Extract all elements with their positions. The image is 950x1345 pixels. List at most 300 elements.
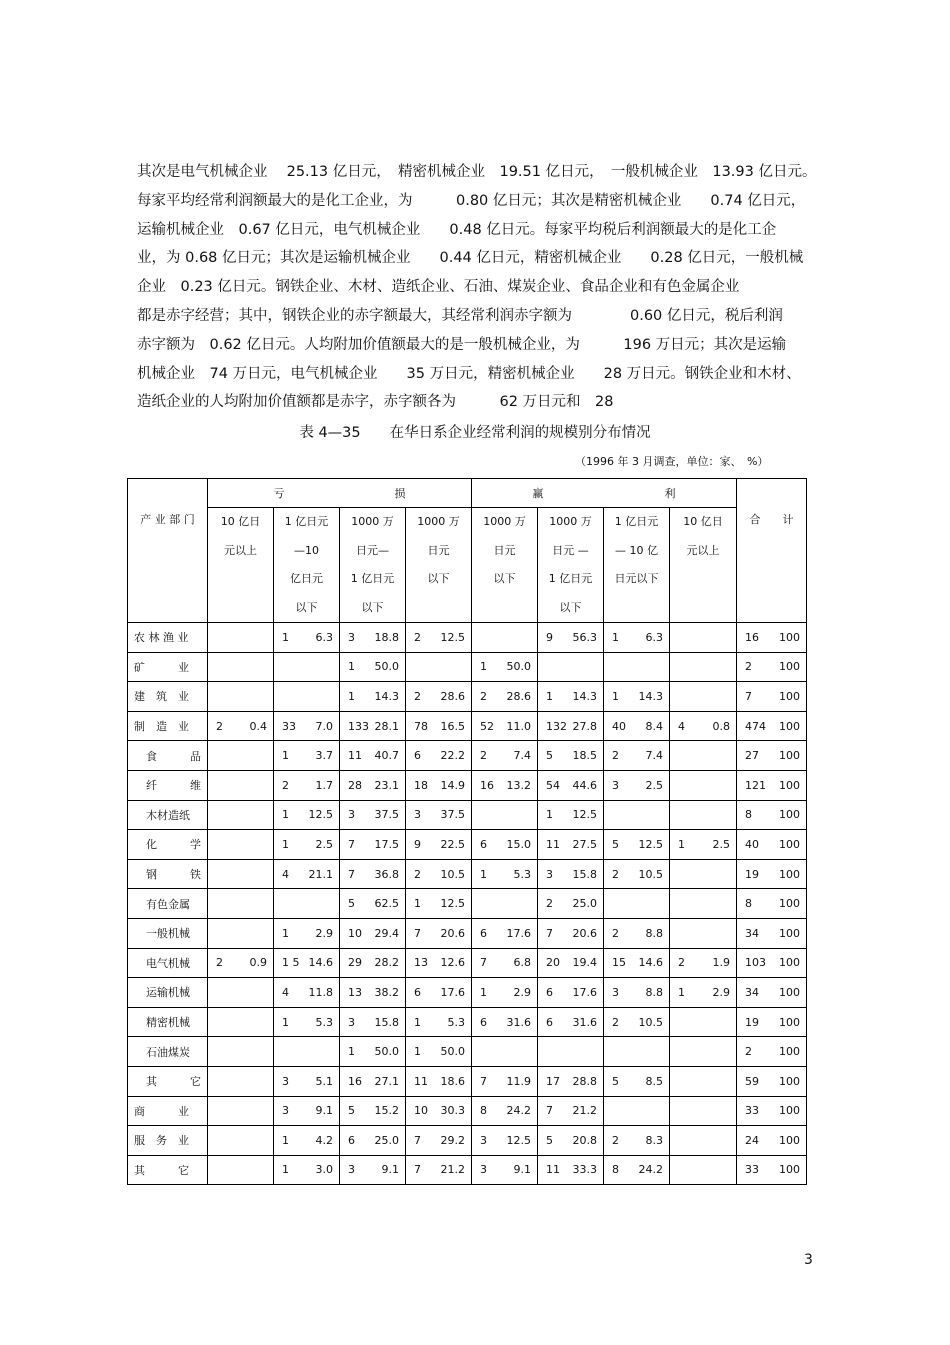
percent-value: 37.5	[440, 808, 465, 822]
cell-values	[406, 956, 471, 969]
percent-value: 8.8	[645, 926, 663, 940]
data-cell	[472, 623, 538, 653]
cell-values	[406, 1163, 471, 1176]
data-cell	[472, 652, 538, 682]
cell-values	[472, 1134, 537, 1147]
data-cell	[670, 623, 737, 653]
data-cell	[670, 800, 737, 830]
column-header	[208, 508, 274, 623]
percent-value: 50.0	[374, 660, 399, 674]
data-cell	[538, 1007, 604, 1037]
column-header-line: 1 亿日元	[548, 572, 593, 585]
percent-value: 6.8	[513, 956, 531, 970]
cell-values	[538, 631, 603, 644]
percent-value: 16.5	[440, 719, 465, 733]
cell-values	[472, 986, 537, 999]
count-value: 16	[348, 1074, 362, 1088]
cell-values	[274, 631, 339, 644]
data-cell	[340, 800, 406, 830]
data-cell	[538, 623, 604, 653]
cell-values	[274, 1134, 339, 1147]
data-cell	[274, 978, 340, 1008]
count-value: 3	[348, 1163, 355, 1177]
total-cell	[737, 1155, 807, 1185]
data-cell	[670, 741, 737, 771]
data-cell	[604, 623, 670, 653]
data-cell	[406, 889, 472, 919]
cell-values	[538, 1104, 603, 1117]
count-value: 1	[612, 689, 619, 703]
percent-value: 24.2	[638, 1163, 663, 1177]
data-cell	[604, 800, 670, 830]
count-value: 59	[745, 1074, 759, 1088]
cell-values	[208, 720, 273, 733]
paragraph-line: 造纸企业的人均附加价值额都是赤字，赤字额各为 62 万日元和 28	[137, 394, 614, 411]
cell-values	[472, 868, 537, 881]
cell-values	[406, 838, 471, 851]
data-cell	[274, 1155, 340, 1185]
table-row	[128, 918, 807, 948]
count-value: 3	[348, 1015, 355, 1029]
body-paragraph	[137, 158, 827, 417]
cell-values	[538, 690, 603, 703]
count-value: 2	[414, 630, 421, 644]
data-cell	[670, 889, 737, 919]
cell-values	[340, 808, 405, 821]
percent-value: 17.5	[374, 837, 399, 851]
percent-value: 28.6	[440, 689, 465, 703]
data-cell	[340, 948, 406, 978]
data-cell	[340, 978, 406, 1008]
count-value: 11	[414, 1074, 428, 1088]
percent-value: 6.3	[645, 630, 663, 644]
data-cell	[340, 1096, 406, 1126]
cell-values	[340, 779, 405, 792]
data-cell	[472, 859, 538, 889]
percent-value: 31.6	[506, 1015, 531, 1029]
column-header-line: 日元	[493, 543, 516, 557]
row-category: 一般机械	[128, 918, 208, 948]
data-cell	[406, 682, 472, 712]
cell-values	[340, 897, 405, 910]
cell-values	[406, 720, 471, 733]
count-value: 78	[414, 719, 428, 733]
cell-values	[737, 720, 806, 733]
data-cell	[340, 682, 406, 712]
cell-values	[274, 927, 339, 940]
total-cell	[737, 859, 807, 889]
total-cell	[737, 918, 807, 948]
total-cell	[737, 800, 807, 830]
cell-values	[604, 868, 669, 881]
row-category: 制 造 业	[128, 711, 208, 741]
total-cell	[737, 1066, 807, 1096]
percent-value: 62.5	[374, 897, 399, 911]
percent-value: 8.3	[645, 1133, 663, 1147]
data-cell	[604, 770, 670, 800]
data-cell	[340, 1155, 406, 1185]
cell-values	[604, 1075, 669, 1088]
paragraph-line: 都是赤字经营；其中，钢铁企业的赤字额最大，其经常利润赤字额为 0.60 亿日元，税后利润	[137, 307, 783, 324]
cell-values	[538, 838, 603, 851]
cell-values	[274, 1163, 339, 1176]
column-header-line: 亿日元	[290, 572, 323, 585]
header-row-columns	[128, 508, 807, 623]
count-value: 4	[678, 719, 685, 733]
data-cell	[604, 741, 670, 771]
table-note: （1996 年 3 月调查，单位：家、 %）	[575, 455, 769, 468]
count-value: 16	[745, 630, 759, 644]
cell-values	[604, 779, 669, 792]
cell-values	[737, 1045, 806, 1058]
data-cell	[208, 1126, 274, 1156]
paragraph-line: 运输机械企业 0.67 亿日元，电气机械企业 0.48 亿日元。每家平均税后利润额最大的是化工企	[137, 221, 777, 238]
data-cell	[472, 1066, 538, 1096]
cell-values	[406, 897, 471, 910]
data-cell	[274, 918, 340, 948]
count-value: 11	[546, 1163, 560, 1177]
data-cell	[670, 682, 737, 712]
table-body	[128, 623, 807, 1185]
cell-values	[274, 720, 339, 733]
percent-value: 7.4	[513, 749, 531, 763]
count-value: 3	[282, 1074, 289, 1088]
percent-value: 15.8	[572, 867, 597, 881]
count-value: 1	[414, 897, 421, 911]
row-category: 精密机械	[128, 1007, 208, 1037]
column-header-line: 1 亿日元	[350, 572, 395, 585]
cell-values	[737, 690, 806, 703]
column-header-line: 元以上	[224, 543, 257, 557]
data-cell	[472, 1155, 538, 1185]
row-category: 矿 业	[128, 652, 208, 682]
data-cell	[274, 800, 340, 830]
data-cell	[604, 1126, 670, 1156]
column-header-line: 10 亿日	[683, 515, 723, 528]
count-value: 16	[480, 778, 494, 792]
count-value: 20	[546, 956, 560, 970]
count-value: 8	[480, 1104, 487, 1118]
row-category: 钢 铁	[128, 859, 208, 889]
count-value: 7	[546, 1104, 553, 1118]
data-cell	[472, 770, 538, 800]
cell-values	[538, 1075, 603, 1088]
data-cell	[604, 1155, 670, 1185]
data-cell	[538, 652, 604, 682]
count-value: 2	[678, 956, 685, 970]
table-row	[128, 1126, 807, 1156]
count-value: 4	[282, 985, 289, 999]
data-cell	[604, 1096, 670, 1126]
percent-value: 27.1	[374, 1074, 399, 1088]
count-value: 3	[546, 867, 553, 881]
data-cell	[538, 770, 604, 800]
data-cell	[208, 830, 274, 860]
count-value: 17	[546, 1074, 560, 1088]
data-cell	[406, 1155, 472, 1185]
data-cell	[208, 1155, 274, 1185]
count-value: 2	[612, 867, 619, 881]
data-cell	[670, 859, 737, 889]
count-value: 13	[348, 985, 362, 999]
percent-value: 100	[779, 749, 800, 763]
data-cell	[604, 682, 670, 712]
data-cell	[208, 1037, 274, 1067]
data-cell	[340, 711, 406, 741]
count-value: 2	[612, 749, 619, 763]
row-category: 农 林 渔 业	[128, 623, 208, 653]
cell-values	[406, 808, 471, 821]
cell-values	[340, 1104, 405, 1117]
column-header	[406, 508, 472, 623]
count-value: 1	[282, 837, 289, 851]
cell-values	[340, 1045, 405, 1058]
percent-value: 29.4	[374, 926, 399, 940]
data-cell	[604, 1037, 670, 1067]
percent-value: 56.3	[572, 630, 597, 644]
count-value: 5	[348, 897, 355, 911]
percent-value: 3.7	[315, 749, 333, 763]
column-header-line: 日元以下	[614, 572, 659, 585]
data-cell	[274, 623, 340, 653]
cell-values	[604, 1163, 669, 1176]
percent-value: 29.2	[440, 1133, 465, 1147]
count-value: 33	[745, 1104, 759, 1118]
percent-value: 12.5	[308, 808, 333, 822]
data-cell	[208, 889, 274, 919]
count-value: 2	[612, 926, 619, 940]
count-value: 40	[612, 719, 626, 733]
data-cell	[208, 1096, 274, 1126]
count-value: 3	[612, 778, 619, 792]
data-cell	[538, 978, 604, 1008]
data-cell	[208, 1007, 274, 1037]
count-value: 1	[348, 689, 355, 703]
percent-value: 23.1	[374, 778, 399, 792]
count-value: 3	[480, 1163, 487, 1177]
column-header-line: —10	[294, 543, 319, 557]
count-value: 1	[546, 689, 553, 703]
percent-value: 100	[779, 1104, 800, 1118]
column-header-line: 1000 万	[351, 515, 394, 528]
count-value: 1	[678, 985, 685, 999]
row-category: 商 业	[128, 1096, 208, 1126]
cell-values	[538, 868, 603, 881]
data-cell	[670, 770, 737, 800]
row-category: 电气机械	[128, 948, 208, 978]
percent-value: 8.4	[645, 719, 663, 733]
data-cell	[670, 978, 737, 1008]
data-cell	[274, 948, 340, 978]
cell-values	[538, 986, 603, 999]
data-cell	[340, 918, 406, 948]
data-cell	[472, 889, 538, 919]
cell-values	[670, 720, 736, 733]
cell-values	[604, 838, 669, 851]
data-cell	[538, 1037, 604, 1067]
table-row	[128, 1007, 807, 1037]
percent-value: 5.1	[315, 1074, 333, 1088]
count-value: 2	[480, 749, 487, 763]
column-header-line: 10 亿日	[220, 515, 261, 528]
column-header-line: 以下	[427, 572, 450, 585]
count-value: 2	[414, 689, 421, 703]
table-row	[128, 711, 807, 741]
percent-value: 18.6	[440, 1074, 465, 1088]
percent-value: 28.8	[572, 1074, 597, 1088]
count-value: 5	[612, 837, 619, 851]
percent-value: 100	[779, 1015, 800, 1029]
percent-value: 9.1	[381, 1163, 399, 1177]
cell-values	[340, 1016, 405, 1029]
count-value: 1	[612, 630, 619, 644]
percent-value: 25.0	[374, 1133, 399, 1147]
count-value: 2	[282, 778, 289, 792]
data-cell	[538, 830, 604, 860]
count-value: 2	[414, 867, 421, 881]
percent-value: 100	[779, 985, 800, 999]
header-row-groups	[128, 479, 807, 508]
loss-group-header: 亏 损	[208, 479, 472, 508]
row-category: 石油煤炭	[128, 1037, 208, 1067]
data-cell	[406, 1096, 472, 1126]
percent-value: 100	[779, 630, 800, 644]
data-cell	[538, 918, 604, 948]
table-row	[128, 889, 807, 919]
data-cell	[538, 948, 604, 978]
cell-values	[472, 927, 537, 940]
count-value: 7	[414, 926, 421, 940]
data-cell	[472, 1126, 538, 1156]
profit-group-header: 赢 利	[472, 479, 737, 508]
cell-values	[737, 868, 806, 881]
cell-values	[737, 956, 806, 969]
data-cell	[472, 741, 538, 771]
percent-value: 7.4	[645, 749, 663, 763]
count-value: 18	[414, 778, 428, 792]
percent-value: 0.4	[249, 719, 267, 733]
row-category: 建 筑 业	[128, 682, 208, 712]
total-cell	[737, 770, 807, 800]
data-cell	[406, 1066, 472, 1096]
data-cell	[670, 711, 737, 741]
count-value: 19	[745, 1015, 759, 1029]
count-value: 103	[745, 956, 766, 970]
cell-values	[340, 986, 405, 999]
percent-value: 11.8	[308, 985, 333, 999]
percent-value: 10.5	[638, 1015, 663, 1029]
percent-value: 100	[779, 808, 800, 822]
count-value: 5	[348, 1104, 355, 1118]
paragraph-line: 企业 0.23 亿日元。钢铁企业、木材、造纸企业、石油、煤炭企业、食品企业和有色金属企业	[137, 279, 740, 296]
data-cell	[472, 978, 538, 1008]
data-cell	[340, 889, 406, 919]
percent-value: 7.0	[315, 719, 333, 733]
percent-value: 18.8	[374, 630, 399, 644]
percent-value: 27.5	[572, 837, 597, 851]
cell-values	[604, 690, 669, 703]
paragraph-line: 机械企业 74 万日元，电气机械企业 35 万日元，精密机械企业 28 万日元。钢铁企业和木材、	[137, 365, 801, 382]
table-row	[128, 741, 807, 771]
table-row	[128, 978, 807, 1008]
percent-value: 1.7	[315, 778, 333, 792]
cell-values	[472, 1075, 537, 1088]
paragraph-line: 赤字额为 0.62 亿日元。人均附加价值额最大的是一般机械企业，为 196 万日元；其次是运输	[137, 336, 787, 353]
cell-values	[737, 897, 806, 910]
count-value: 19	[745, 867, 759, 881]
percent-value: 31.6	[572, 1015, 597, 1029]
paragraph-line: 其次是电气机械企业 25.13 亿日元， 精密机械企业 19.51 亿日元， 一般机械企业 13.93 亿日元。	[137, 164, 817, 180]
percent-value: 30.3	[440, 1104, 465, 1118]
cell-values	[472, 1163, 537, 1176]
cell-values	[737, 779, 806, 792]
count-value: 3	[414, 808, 421, 822]
percent-value: 6.3	[315, 630, 333, 644]
count-value: 1	[282, 926, 289, 940]
percent-value: 3.0	[315, 1163, 333, 1177]
data-cell	[670, 1126, 737, 1156]
cell-values	[604, 1134, 669, 1147]
percent-value: 12.5	[506, 1133, 531, 1147]
column-header-line: 1 亿日元	[284, 515, 329, 528]
count-value: 52	[480, 719, 494, 733]
cell-values	[737, 1016, 806, 1029]
percent-value: 27.8	[572, 719, 597, 733]
cell-values	[406, 927, 471, 940]
percent-value: 2.5	[645, 778, 663, 792]
table-row	[128, 682, 807, 712]
cell-values	[340, 749, 405, 762]
percent-value: 14.3	[572, 689, 597, 703]
percent-value: 12.5	[440, 630, 465, 644]
data-cell	[604, 1007, 670, 1037]
percent-value: 28.6	[506, 689, 531, 703]
cell-values	[472, 690, 537, 703]
data-cell	[670, 1096, 737, 1126]
total-cell	[737, 830, 807, 860]
cell-values	[538, 1163, 603, 1176]
cell-values	[340, 690, 405, 703]
count-value: 2	[480, 689, 487, 703]
data-cell	[340, 652, 406, 682]
cell-values	[670, 986, 736, 999]
cell-values	[340, 868, 405, 881]
count-value: 7	[414, 1163, 421, 1177]
count-value: 6	[480, 837, 487, 851]
percent-value: 2.5	[712, 837, 730, 851]
column-header-line: 日元	[427, 543, 450, 557]
data-cell	[670, 918, 737, 948]
cell-values	[340, 838, 405, 851]
count-value: 34	[745, 926, 759, 940]
row-category: 有色金属	[128, 889, 208, 919]
data-cell	[406, 1037, 472, 1067]
data-cell	[274, 830, 340, 860]
data-cell	[406, 1007, 472, 1037]
count-value: 1	[348, 660, 355, 674]
percent-value: 21.2	[440, 1163, 465, 1177]
cell-values	[340, 631, 405, 644]
total-cell	[737, 889, 807, 919]
data-cell	[274, 741, 340, 771]
data-cell	[208, 948, 274, 978]
data-cell	[340, 1126, 406, 1156]
data-cell	[604, 859, 670, 889]
percent-value: 17.6	[572, 985, 597, 999]
percent-value: 10.5	[440, 867, 465, 881]
cell-values	[737, 749, 806, 762]
column-header-line: 元以上	[686, 543, 720, 557]
